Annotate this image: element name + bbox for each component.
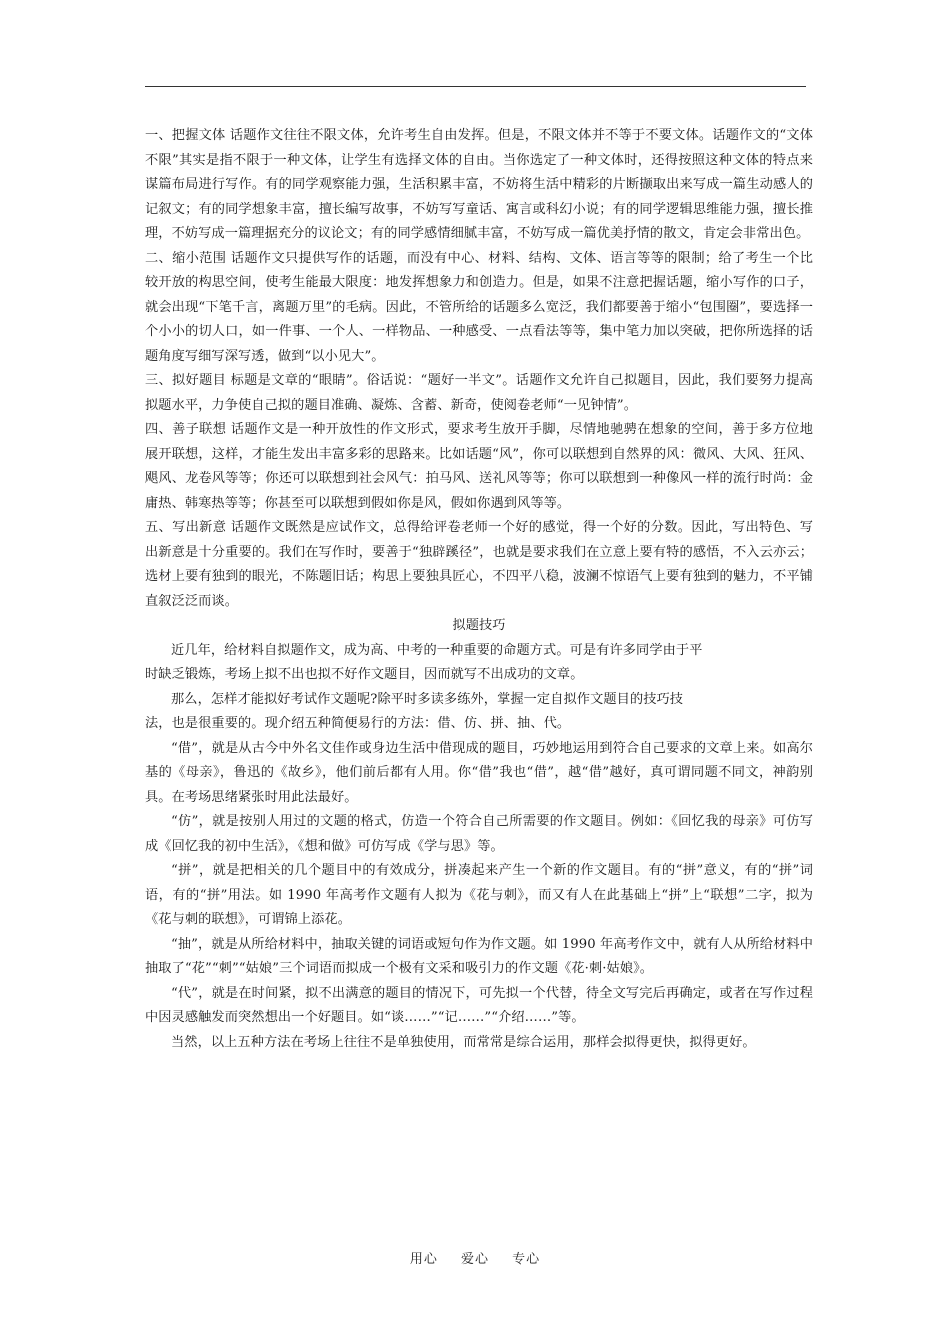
intro-line: 时缺乏锻炼，考场上拟不出也拟不好作文题目，因而就写不出成功的文章。 — [145, 667, 584, 682]
method-borrow: “借”，就是从古今中外名文佳作或身边生活中借现成的题目，巧妙地运用到符合自己要求的文章上来。如高尔基的《母亲》，鲁迅的《故乡》，他们前后都有人用。你“借”我也“借”，越“借”越好，真可谓同题不同文，神韵别具。在考场思绪紧张时用此法最好。 — [145, 740, 813, 805]
footer-item: 专心 — [512, 1252, 541, 1267]
paragraph-association: 四、善子联想 话题作文是一种开放性的作文形式，要求考生放开手脚，尽情地驰骋在想象的空间，善于多方位地展开联想，这样，才能生发出丰富多彩的思路来。比如话题“风”，你可以联想到自然界的风：微风、大风、狂风、飓风、龙卷风等等；你还可以联想到社会风气：拍马风、送礼风等等；你可以联想到一种像风一样的流行时尚：金庸热、韩寒热等等；你甚至可以联想到假如你是风，假如你遇到风等等。 — [145, 422, 813, 511]
method-combine: “拼”，就是把相关的几个题目中的有效成分，拼凑起来产生一个新的作文题目。有的“拼”意义，有的“拼”词语，有的“拼”用法。如 1990 年高考作文题有人拟为《花与刺》，而又有人在此基础上“拼”上“联想”二字，拟为《花与刺的联想》，可谓锦上添花。 — [145, 863, 813, 927]
header-rule — [145, 86, 806, 87]
paragraph-originality: 五、写出新意 话题作文既然是应试作文，总得给评卷老师一个好的感觉，得一个好的分数。因此，写出特色、写出新意是十分重要的。我们在写作时，要善于“独辟蹊径”，也就是要求我们在立意上要有特的感悟，不入云亦云；选材上要有独到的眼光，不陈题旧话；构思上要独具匠心，不四平八稳，波澜不惊语气上要有独到的魅力，不平铺直叙泛泛而谈。 — [145, 520, 813, 609]
footer-item: 用心 — [409, 1252, 438, 1267]
intro-line: 法，也是很重要的。现介绍五种简便易行的方法：借、仿、拼、抽、代。 — [145, 716, 571, 731]
conclusion-paragraph: 当然，以上五种方法在考场上往往不是单独使用，而常常是综合运用，那样会拟得更快，拟得更好。 — [171, 1034, 756, 1050]
method-extract: “抽”，就是从所给材料中，抽取关键的词语或短句作为作文题。如 1990 年高考作文中，就有人从所给材料中抽取了“花”“刺”“姑娘”三个词语而拟成一个极有文采和吸引力的作文题《花·刺·姑娘》。 — [145, 936, 813, 976]
document-body — [145, 124, 813, 1055]
paragraph-genre: 一、把握文体 话题作文往往不限文体，允许考生自由发挥。但是，不限文体并不等于不要文体。话题作文的“文体不限”其实是指不限于一种文体，让学生有选择文体的自由。当你选定了一种文体时，还得按照这种文体的特点来谋篇布局进行写作。有的同学观察能力强，生活积累丰富，不妨将生活中精彩的片断撷取出来写成一篇生动感人的记叙文；有的同学想象丰富，擅长编写故事，不妨写写童话、寓言或科幻小说；有的同学逻辑思维能力强，擅长推理，不妨写成一篇理据充分的议论文；有的同学感情细腻丰富，不妨写成一篇优美抒情的散文，肯定会非常出色。 — [145, 128, 813, 241]
method-substitute: “代”，就是在时间紧，拟不出满意的题目的情况下，可先拟一个代替，待全文写完后再确定，或者在写作过程中因灵感触发而突然想出一个好题目。如“谈……”“记……”“介绍……”等。 — [145, 985, 813, 1025]
section-title: 拟题技巧 — [452, 618, 506, 633]
footer-item: 爱心 — [460, 1252, 489, 1267]
page-footer — [0, 1248, 950, 1267]
paragraph-narrow-scope: 二、缩小范围 话题作文只提供写作的话题，而没有中心、材料、结构、文体、语言等等的限制；给了考生一个比较开放的构思空间，使考生能最大限度：地发挥想象力和创造力。但是，如果不注意把握话题，缩小写作的口子，就会出现“下笔千言，离题万里”的毛病。因此，不管所给的话题多么宽泛，我们都要善于缩小“包围圈”，要选择一个小小的切人口，如一件事、一个人、一样物品、一种感受、一点看法等等，集中笔力加以突破，把你所选择的话题角度写细写深写透，做到“以小见大”。 — [145, 250, 813, 364]
intro-line: 那么，怎样才能拟好考试作文题呢?除平时多读多练外，掌握一定自拟作文题目的技巧技 — [171, 691, 684, 707]
intro-line: 近几年，给材料自拟题作文，成为高、中考的一种重要的命题方式。可是有许多同学由于平 — [171, 642, 703, 658]
method-imitate: “仿”，就是按别人用过的文题的格式，仿造一个符合自己所需要的作文题目。例如：《回忆我的母亲》可仿写成《回忆我的初中生活》，《想和做》可仿写成《学与思》等。 — [145, 814, 813, 854]
paragraph-title: 三、拟好题目 标题是文章的“眼睛”。俗话说：“题好一半文”。话题作文允许自己拟题目，因此，我们要努力提高拟题水平，力争使自己拟的题目准确、凝炼、含蓄、新奇，使阅卷老师“一见钟情”。 — [145, 373, 813, 413]
